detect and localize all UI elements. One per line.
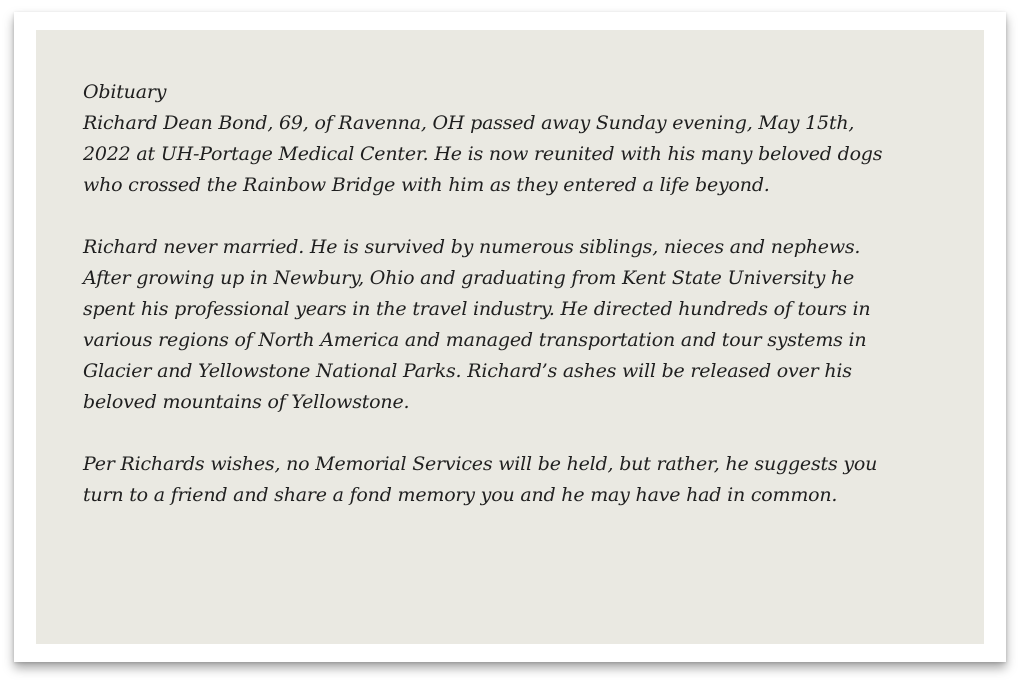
paragraph-2-line-6: beloved mountains of Yellowstone. xyxy=(83,391,410,413)
paragraph-2-line-2: After growing up in Newbury, Ohio and graduating from Kent State University he xyxy=(83,267,855,289)
paragraph-1-line-3: who crossed the Rainbow Bridge with him as they entered a life beyond. xyxy=(83,174,770,196)
photo-frame xyxy=(14,12,1006,662)
paragraph-2-line-1: Richard never married. He is survived by numerous siblings, nieces and nephews. xyxy=(83,236,861,258)
obituary-panel xyxy=(36,30,984,644)
obituary-heading: Obituary xyxy=(83,81,167,103)
paragraph-3-line-2: turn to a friend and share a fond memory you and he may have had in common. xyxy=(83,484,838,506)
paragraph-gap xyxy=(83,201,963,232)
paragraph-2-line-3: spent his professional years in the travel industry. He directed hundreds of tours in xyxy=(83,298,871,320)
paragraph-2-line-4: various regions of North America and managed transportation and tour systems in xyxy=(83,329,867,351)
obituary-text xyxy=(83,77,963,511)
paragraph-1-line-1: Richard Dean Bond, 69, of Ravenna, OH passed away Sunday evening, May 15th, xyxy=(83,112,855,134)
paragraph-3-line-1: Per Richards wishes, no Memorial Services will be held, but rather, he suggests you xyxy=(83,453,878,475)
paragraph-gap xyxy=(83,418,963,449)
paragraph-2-line-5: Glacier and Yellowstone National Parks. Richard’s ashes will be released over his xyxy=(83,360,852,382)
paragraph-1-line-2: 2022 at UH-Portage Medical Center. He is now reunited with his many beloved dogs xyxy=(83,143,883,165)
